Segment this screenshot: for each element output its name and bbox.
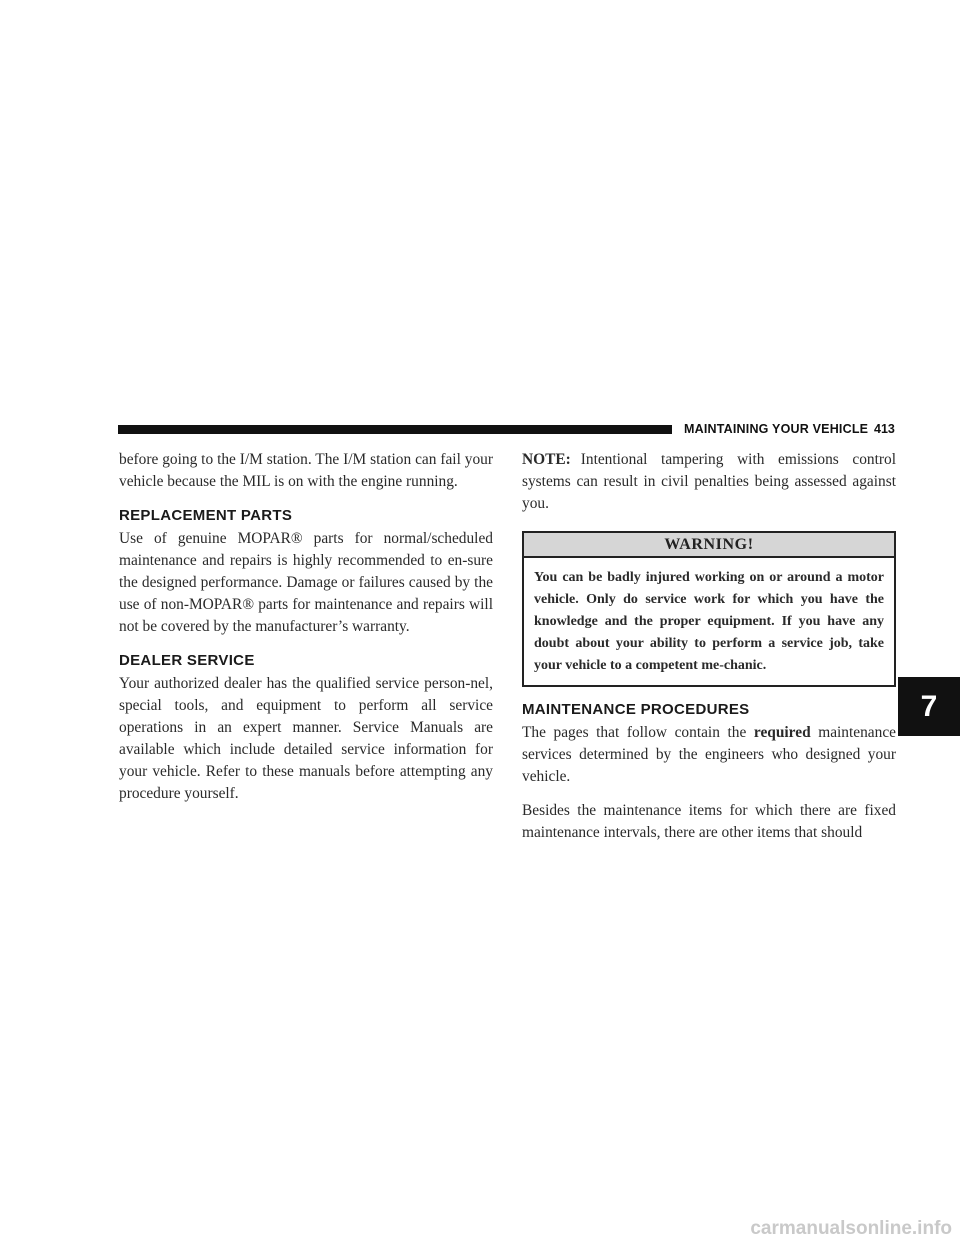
right-column <box>522 449 896 856</box>
registered-trademark-icon: ® <box>242 596 255 613</box>
text-span: Use of genuine MOPAR <box>119 530 291 547</box>
replacement-parts-heading: REPLACEMENT PARTS <box>119 507 293 524</box>
header-rule-bar <box>118 425 672 434</box>
page-header <box>118 423 898 437</box>
warning-title: WARNING! <box>524 533 894 558</box>
besides-paragraph: Besides the maintenance items for which there are fixed maintenance intervals, there are other items that should <box>522 802 896 841</box>
dealer-service-paragraph: Your authorized dealer has the qualified service person-nel, special tools, and equipment to perform all service operations in an expert manner. Service Manuals are available which include detailed service information for your vehicle. Refer to these manuals before attempting any procedure yourself. <box>119 675 493 802</box>
text-span: The pages that follow contain the <box>522 724 754 741</box>
text-span: parts for normal/scheduled maintenance and repairs is highly recommended to en-sure the designed performance. Damage or failures caused by the use of non-MOPAR <box>119 530 493 613</box>
note-paragraph <box>522 449 896 515</box>
text-span: parts for maintenance and repairs will not be covered by the manufacturer’s warranty. <box>119 596 493 635</box>
replacement-parts-paragraph <box>119 528 493 638</box>
note-text: Intentional tampering with emissions control systems can result in civil penalties being assessed against you. <box>522 451 896 512</box>
maintenance-procedures-paragraph <box>522 722 896 788</box>
intro-paragraph: before going to the I/M station. The I/M station can fail your vehicle because the MIL is on with the engine running. <box>119 451 493 490</box>
note-label: NOTE: <box>522 451 571 468</box>
dealer-service-heading: DEALER SERVICE <box>119 652 255 669</box>
chapter-tab: 7 <box>898 677 960 736</box>
registered-trademark-icon: ® <box>290 530 303 547</box>
required-emphasis: required <box>753 724 811 741</box>
watermark: carmanualsonline.info <box>750 1218 952 1239</box>
page-number: 413 <box>874 422 895 436</box>
section-title: MAINTAINING YOUR VEHICLE <box>684 422 869 436</box>
warning-box <box>522 531 896 687</box>
left-column <box>119 449 493 817</box>
warning-text: You can be badly injured working on or around a motor vehicle. Only do service work for which you have the knowledge and the proper equipment. If you have any doubt about your ability to perform a service job, take your vehicle to a competent me-chanic. <box>534 570 884 673</box>
text-span: maintenance services determined by the engineers who designed your vehicle. <box>522 724 896 785</box>
maintenance-procedures-heading: MAINTENANCE PROCEDURES <box>522 701 750 718</box>
